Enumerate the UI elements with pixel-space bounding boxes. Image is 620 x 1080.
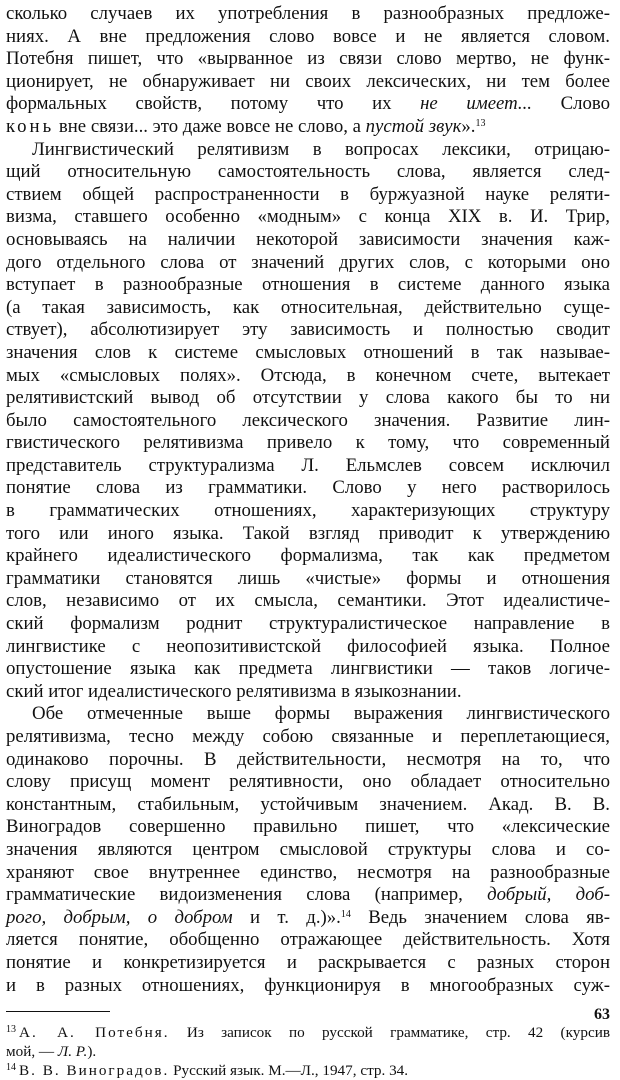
footnote-italic: Л. Р. — [57, 1043, 88, 1061]
text-line: Потебня пишет, что «вырванное из связи слово мертво, не функ- — [6, 48, 610, 70]
text-line: храняют свое внутреннее единство, несмотря на разнообразные — [6, 861, 610, 883]
text-line: релятивизма, тесно между собою связанные и переплетающиеся, — [6, 726, 610, 747]
text-line: грамматики становятся лишь «чистые» формы и отношения — [6, 567, 610, 589]
italic-run: добрый, доб- — [487, 884, 610, 906]
text-line: Обе отмеченные выше формы выражения лингвистического — [32, 703, 610, 725]
text-line: представитель структурализма Л. Ельмслев совсем исключил — [6, 454, 610, 476]
text-line: вступает в разнообразные отношения в системе данного языка — [6, 274, 610, 296]
text-line: опустошение языка как предмета лингвистики — таков логиче- — [6, 658, 610, 680]
text-line: ствует), абсолютизирует эту зависимость и полностью сводит — [6, 319, 610, 341]
text-run: ». — [461, 115, 476, 137]
text-line: Лингвистический релятивизм в вопросах лексики, отрицаю- — [32, 138, 610, 160]
text-line: понятие слова из грамматики. Слово у него растворилось — [6, 477, 610, 499]
text-run: Ведь значением слова яв- — [350, 906, 610, 928]
text-line: визма, ставшего особенно «модным» с конца XIX в. И. Трир, — [6, 206, 610, 228]
footnotes — [6, 1023, 610, 1080]
text-line: и в разных отношениях, функционируя в многообразных суж- — [6, 974, 610, 996]
text-line: мых «смысловых полях». Отсюда, в конечном счете, вытекает — [6, 364, 610, 386]
text-line: Виноградов совершенно правильно пишет, что «лексические — [6, 816, 610, 838]
italic-run: не имеет... — [420, 93, 532, 115]
text-line: (а такая зависимость, как относительная, действительно суще- — [6, 296, 610, 318]
text-line — [6, 907, 610, 930]
footnote-mark: 13 — [6, 1024, 16, 1036]
text-line: ляется понятие, обобщенно отражающее действительность. Хотя — [6, 929, 610, 951]
footnote-mark: 14 — [6, 1062, 16, 1074]
text-line — [6, 93, 610, 116]
text-line: крайнего идеалистического формализма, так как предметом — [6, 545, 610, 567]
text-line: значения слов к системе смысловых отношений в так называе- — [6, 341, 610, 363]
text-line: ский итог идеалистического релятивизма в языкознании. — [6, 680, 462, 702]
footnote-ref-14[interactable]: 14 — [340, 908, 351, 920]
text-run: Слово — [532, 93, 610, 115]
text-line: дого отдельного слова от значений других слов, с которыми оно — [6, 251, 610, 273]
footnote-13 — [6, 1023, 610, 1042]
body-text — [6, 3, 610, 997]
text-line: ский формализм роднит структуралистическое направление в — [6, 613, 610, 635]
footnote-text: ). — [87, 1043, 97, 1061]
text-line — [6, 116, 610, 139]
text-line: понятие и конкретизируется и раскрывается с разных сторон — [6, 951, 610, 973]
text-line: гвистического релятивизма привело к тому, что современный — [6, 432, 610, 454]
text-line: ниях. А вне предложения слово вовсе и не является словом. — [6, 25, 610, 47]
text-line: того или иного языка. Такой взгляд приводит к утверждению — [6, 522, 610, 544]
text-run: грамматические видоизменения слова (например, — [6, 884, 488, 906]
footnote-14 — [6, 1061, 610, 1080]
text-line: лингвистике с неопозитивистской философией языка. Полное — [6, 635, 610, 657]
text-line: релятивистский вывод об отсутствии у слова какого бы то ни — [6, 387, 610, 409]
footnote-divider — [6, 1011, 110, 1012]
text-line: ствием общей распространенности в буржуазной науке реляти- — [6, 183, 610, 205]
page-number: 63 — [594, 1006, 610, 1023]
footnote-text: мой, — — [6, 1043, 58, 1061]
text-line: щий относительную самостоятельность слова, является след- — [6, 161, 610, 183]
footnote-13-cont — [6, 1042, 610, 1061]
paragraph-3 — [6, 703, 610, 997]
footnote-ref-13[interactable]: 13 — [475, 117, 486, 129]
text-run: вне связи... это даже вовсе не слово, а — [54, 115, 366, 137]
footnote-author: В. В. Виноградов. — [19, 1062, 170, 1080]
footnote-author: А. А. Потебня. — [19, 1024, 170, 1042]
text-line: основываясь на наличии некоторой зависимости значения каж- — [6, 228, 610, 250]
text-line: одинаково порочны. В действительности, несмотря на то, что — [6, 748, 610, 770]
italic-run: рого, добрым, о добром — [6, 906, 233, 928]
paragraph-1 — [6, 3, 610, 139]
text-line — [6, 884, 610, 907]
footnote-text: Русский язык. М.—Л., 1947, стр. 34. — [169, 1062, 409, 1080]
italic-run: пустой звук — [365, 115, 462, 137]
text-run: и т. д.)». — [232, 906, 341, 928]
text-line: слов, независимо от их смысла, семантики. Этот идеалистиче- — [6, 590, 610, 612]
text-line: сколько случаев их употребления в разнообразных предложе- — [6, 3, 610, 24]
text-line: слову присущ момент релятивности, оно обладает относительно — [6, 771, 610, 793]
footnote-text: Из записок по русской грамматике, стр. 42 (курсив — [169, 1024, 610, 1042]
paragraph-2 — [6, 139, 610, 704]
text-line: константным, стабильным, устойчивым значением. Акад. В. В. — [6, 793, 610, 815]
text-line: было самостоятельного лексического значения. Развитие лин- — [6, 409, 610, 431]
text-line: значения являются центром смысловой структуры слова и со- — [6, 838, 610, 860]
text-line: в грамматических отношениях, характеризующих структуру — [6, 500, 610, 522]
text-run: формальных свойств, потому что их — [6, 93, 421, 115]
text-line: ционирует, не обнаруживает ни своих лексических, ни тем более — [6, 70, 610, 92]
spaced-run: конь — [6, 115, 55, 137]
